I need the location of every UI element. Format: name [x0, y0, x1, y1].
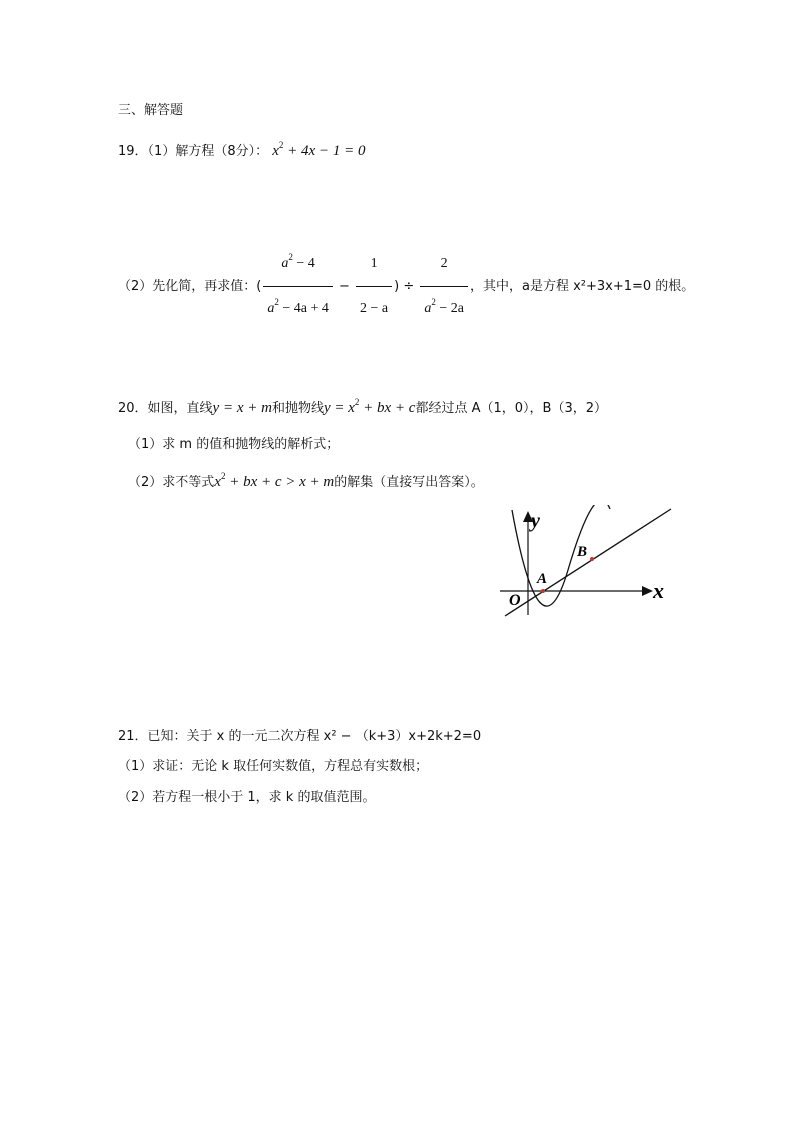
minus-sign: − — [334, 279, 355, 294]
q20-part2-suffix: 的解集（直接写出答案）。 — [334, 475, 484, 490]
divide-sign: ) ÷ — [394, 279, 419, 294]
section-title: 三、解答题 — [118, 103, 184, 118]
label-y: y — [531, 510, 540, 532]
fraction-2: $\frac{1}{2 - a}$ — [356, 244, 392, 329]
fraction-3: $\frac{2}{a^2 - 2a}$ — [420, 244, 468, 329]
question-20-part-1: （1）求 m 的值和抛物线的解析式； — [128, 437, 340, 452]
q19-part2-prefix: （2）先化简，再求值：( — [118, 279, 262, 294]
label-a: A — [537, 571, 548, 587]
label-b: B — [577, 544, 588, 560]
label-origin: O — [509, 592, 521, 609]
point-a — [541, 589, 545, 593]
question-21-stem: 21．已知：关于 x 的一元二次方程 x² − （k+3）x+2k+2=0 — [118, 729, 482, 744]
question-21-part-2: （2）若方程一根小于 1，求 k 的取值范围。 — [118, 790, 376, 805]
line-equation: y = x + m — [212, 400, 272, 416]
question-21-part-1: （1）求证：无论 k 取任何实数值，方程总有实数根； — [118, 759, 429, 774]
question-20-part-2 — [128, 473, 484, 492]
q19-equation: $x^2 + 4x - 1 = 0$ — [272, 140, 366, 159]
straight-line — [505, 509, 671, 616]
q20-mid: 和抛物线 — [271, 401, 324, 416]
q19-part2-suffix: ，其中，a是方程 x²+3x+1=0 的根。 — [469, 279, 695, 294]
q20-part2-prefix: （2）求不等式 — [128, 475, 215, 490]
question-20-stem — [118, 399, 607, 418]
point-b — [590, 557, 594, 561]
question-19-part-2 — [118, 244, 694, 329]
q20-label: 20．如图，直线 — [118, 401, 213, 416]
q20-tail: 都经过点 A（1，0），B（3，2） — [415, 401, 607, 416]
x-axis-arrow — [642, 586, 653, 596]
fraction-1: $\frac{a^2 - 4}{a^2 - 4a + 4}$ — [263, 244, 333, 329]
parabola-equation: $y = x^2$ + bx + c — [323, 397, 416, 416]
parabola-line-figure — [495, 505, 675, 620]
inequality: $x^2$ + bx + c > x + m — [214, 471, 335, 490]
q19-label: 19．（1）解方程（8分）： — [118, 144, 269, 159]
label-x: x — [653, 578, 664, 603]
question-19-part-1 — [118, 142, 365, 161]
